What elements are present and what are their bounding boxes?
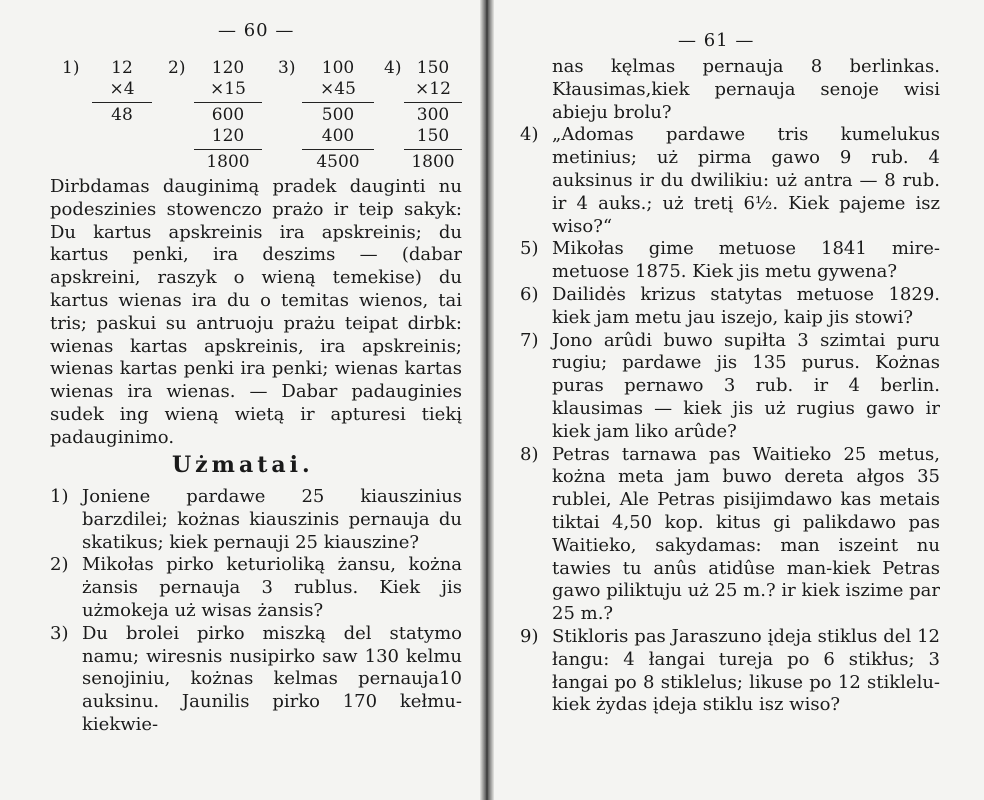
exercise-item: 7) Jono arûdi buwo supiłta 3 szimtai puru rugiu; pardawe jis 135 purus. Kożnas puras pernawo 3 rub. ir 4 berlin. klausimas — kiek jis uż rugius gawo ir kiek jam liko arûde? <box>520 329 940 442</box>
exercise-item: 1) Joniene pardawe 25 kiauszinius barzdilei; kożnas kiauszinis pernauja du skatikus; kiek pernauji 25 kiauszine? <box>50 486 462 553</box>
multiplication-rule <box>404 102 462 103</box>
page-number: — 61 — <box>678 30 755 51</box>
exercise-item: 8) Petras tarnawa pas Waitieko 25 metus, kożna meta jam buwo dereta ałgos 35 rublei, Ale Petras pisijimdawo kas metais tiktai 4,50 kop. kitus gi palikdawo pas Waitieko, sakydamas: man iszeint nu tawies tu anûs atidûse man-kiek Petras gawo piliktuju uż 25 m.? ir kiek iszime par 25 m.? <box>520 443 940 625</box>
exercise-item: 3) Du brolei pirko miszką del statymo namu; wiresnis nusipirko saw 130 kelmu senojiniu, kożnas kelmas pernauja10 auksinu. Jaunilis pirko 170 kełmu-kiekwie- <box>50 622 462 735</box>
multiplication-rule <box>194 149 262 150</box>
continuation-text: nas kęlmas pernauja 8 berlinkas. Kłausimas,kiek pernauja senoje wisi abieju brolu? <box>552 56 940 123</box>
exercise-list <box>50 486 462 737</box>
body-paragraph: Dirbdamas dauginimą pradek dauginti nu podeszinies stowenczo prażo ir teip sakyk: Du kartus apskreinis ira apskreinis; du kartus penki, ira deszims — (dabar apskreini, raszyk o wieną temekise) du kartus wienas ira du o temitas wienos, tai tris; paskui su antruoju prażu teipat dirbk: wienas kartas apskreinis, ira apskreinis; wienas kartas penki ira penki; wienas kartas wienas ira wienas. — Dabar padauginies sudek ing wieną wietą ir apturesi tiekį padauginimo. <box>50 176 462 448</box>
multiplication-rule <box>404 149 462 150</box>
multiplication-rule <box>302 149 374 150</box>
exercise-list <box>520 56 940 717</box>
exercise-item: 4) „Adomas pardawe tris kumelukus metinius; uż pirma gawo 9 rub. 4 auksinus ir du dwilikiu: uż antra — 8 rub. ir 4 auks.; uż tretį 6½. Kiek pajeme isz wiso?“ <box>520 124 940 237</box>
section-heading: Użmatai. <box>172 452 314 478</box>
left-page: — 60 — 1) 12 ×4 48 2) 120 ×15 600 120 1800 3) 100 ×45 500 400 4500 4) 150 ×12 300 150 1800 Dirbdamas dauginimą pradek dauginti nu podeszinies stowenczo prażo ir teip sakyk: Du kartus apskreinis ira apskreinis; du kartus penki, ira deszims — (dabar apskreini, raszyk o wieną temekise) du kartus wienas ira du o temitas wienos, tai tris; paskui su antruoju prażu teipat dirbk: wienas kartas apskreinis, ira apskreinis; wienas kartas penki ira penki; wienas kartas wienas ira wienas. — Dabar padauginies sudek ing wieną wietą ir apturesi tiekį padauginimo. Użmatai. 1) Joniene pardawe 25 kiauszinius barzdilei; kożnas kiauszinis pernauja du skatikus; kiek pernauji 25 kiauszine? 2) Mikołas pirko keturioliką żansu, kożna żansis pernauja 3 rublus. Kiek jis użmokeja uż wisas żansis? 3) Du brolei pirko miszką del statymo namu; wiresnis nusipirko saw 130 kelmu senojiniu, kożnas kelmas pernauja10 auksinu. Jaunilis pirko 170 kełmu-kiekwie- <box>50 20 462 735</box>
exercise-item: 5) Mikołas gime metuose 1841 mire-metuose 1875. Kiek jis metu gywena? <box>520 238 940 283</box>
multiplication-rule <box>92 102 152 103</box>
page-number: — 60 — <box>218 20 295 41</box>
multiplication-rule <box>302 102 374 103</box>
exercise-item: 9) Stikloris pas Jaraszuno įdeja stiklus del 12 łangu: 4 łangai tureja po 6 stikłus; 3 łangai po 8 stiklelus; likuse po 12 stiklelu-kiek żydas įdeja stiklu isz wiso? <box>520 625 940 716</box>
right-page <box>490 0 984 800</box>
exercise-item: 6) Dailidės krizus statytas metuose 1829. kiek jam metu jau iszejo, kaip jis stowi? <box>520 283 940 328</box>
multiplication-rule <box>194 102 262 103</box>
exercise-item: 2) Mikołas pirko keturioliką żansu, kożna żansis pernauja 3 rublus. Kiek jis użmokeja uż wisas żansis? <box>50 554 462 621</box>
